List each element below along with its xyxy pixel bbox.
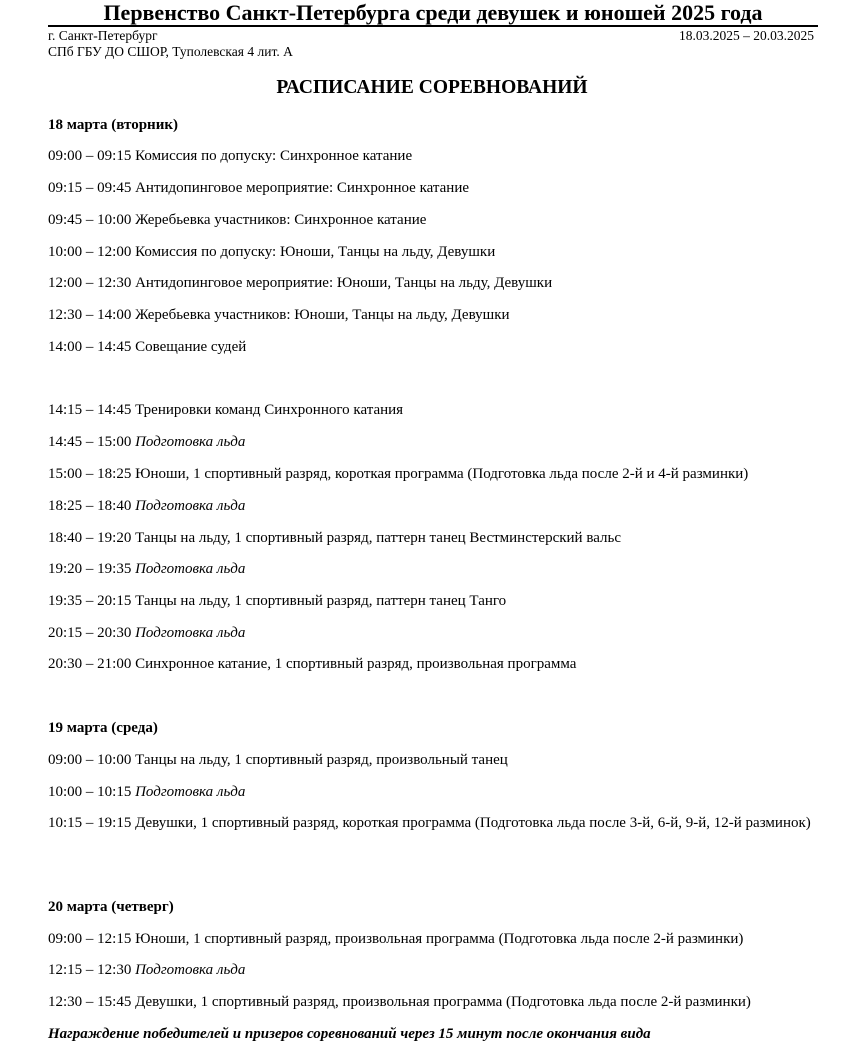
item-time: 14:45 – 15:00: [48, 434, 132, 450]
item-text: Комиссия по допуску: Юноши, Танцы на льду, Девушки: [135, 244, 496, 260]
schedule-item: [48, 623, 838, 643]
schedule-item: [48, 242, 838, 262]
item-time: 09:00 – 12:15: [48, 931, 132, 947]
item-text: Подготовка льда: [135, 784, 246, 800]
item-time: 10:00 – 12:00: [48, 244, 132, 260]
schedule-item: [48, 992, 838, 1012]
schedule-item: [48, 400, 838, 420]
item-time: 12:00 – 12:30: [48, 275, 132, 291]
schedule-item: [48, 432, 838, 452]
schedule-item: [48, 559, 838, 579]
item-time: 14:15 – 14:45: [48, 402, 132, 418]
item-text: Танцы на льду, 1 спортивный разряд, паттерн танец Танго: [135, 593, 507, 609]
item-text: Подготовка льда: [135, 962, 246, 978]
schedule-item: [48, 178, 838, 198]
item-text: Комиссия по допуску: Синхронное катание: [135, 148, 413, 164]
city-label: г. Санкт-Петербург: [48, 28, 158, 43]
item-time: 18:40 – 19:20: [48, 530, 132, 546]
item-time: 12:15 – 12:30: [48, 962, 132, 978]
schedule-item: [48, 496, 838, 516]
item-time: 19:35 – 20:15: [48, 593, 132, 609]
schedule-item: [48, 750, 838, 770]
item-time: 10:15 – 19:15: [48, 815, 132, 831]
day-heading: 19 марта (среда): [48, 720, 158, 736]
item-time: 20:30 – 21:00: [48, 656, 132, 672]
awards-note: Награждение победителей и призеров соревнований через 15 минут после окончания вида: [48, 1026, 651, 1042]
item-time: 18:25 – 18:40: [48, 498, 132, 514]
item-text: Подготовка льда: [135, 434, 246, 450]
document-title: РАСПИСАНИЕ СОРЕВНОВАНИЙ: [276, 77, 588, 98]
venue-label: СПб ГБУ ДО СШОР, Туполевская 4 лит. А: [48, 44, 293, 59]
item-text: Подготовка льда: [135, 498, 246, 514]
competition-title: Первенство Санкт-Петербурга среди девушек и юношей 2025 года: [103, 0, 763, 25]
item-text: Подготовка льда: [135, 561, 246, 577]
item-text: Синхронное катание, 1 спортивный разряд, произвольная программа: [135, 656, 577, 672]
schedule-item: [48, 929, 838, 949]
item-text: Подготовка льда: [135, 625, 246, 641]
item-time: 15:00 – 18:25: [48, 466, 132, 482]
day-heading: 18 марта (вторник): [48, 117, 178, 133]
item-time: 19:20 – 19:35: [48, 561, 132, 577]
schedule-item: [48, 146, 838, 166]
schedule-item: [48, 337, 838, 357]
item-text: Юноши, 1 спортивный разряд, произвольная программа (Подготовка льда после 2-й разминки): [135, 931, 744, 947]
item-text: Антидопинговое мероприятие: Юноши, Танцы на льду, Девушки: [135, 275, 553, 291]
item-time: 09:45 – 10:00: [48, 212, 132, 228]
item-time: 09:15 – 09:45: [48, 180, 132, 196]
item-text: Танцы на льду, 1 спортивный разряд, произвольный танец: [135, 752, 508, 768]
item-text: Антидопинговое мероприятие: Синхронное катание: [135, 180, 470, 196]
item-text: Танцы на льду, 1 спортивный разряд, паттерн танец Вестминстерский вальс: [135, 530, 621, 546]
header-divider: [48, 25, 818, 27]
schedule-item: [48, 591, 838, 611]
item-time: 10:00 – 10:15: [48, 784, 132, 800]
item-time: 14:00 – 14:45: [48, 339, 132, 355]
item-text: Девушки, 1 спортивный разряд, короткая программа (Подготовка льда после 3-й, 6-й, 9-й, 12-й разминок): [135, 815, 811, 831]
schedule-item: [48, 654, 838, 674]
item-text: Жеребьевка участников: Юноши, Танцы на льду, Девушки: [135, 307, 510, 323]
item-time: 09:00 – 10:00: [48, 752, 132, 768]
schedule-item: [48, 464, 838, 484]
schedule-item: [48, 960, 838, 980]
item-text: Тренировки команд Синхронного катания: [135, 402, 404, 418]
item-text: Девушки, 1 спортивный разряд, произвольная программа (Подготовка льда после 2-й разминки): [135, 994, 751, 1010]
item-time: 20:15 – 20:30: [48, 625, 132, 641]
schedule-item: [48, 273, 838, 293]
schedule-item: [48, 210, 838, 230]
item-time: 12:30 – 14:00: [48, 307, 132, 323]
schedule-item: [48, 528, 838, 548]
item-time: 12:30 – 15:45: [48, 994, 132, 1010]
schedule-item: [48, 813, 818, 833]
date-range: 18.03.2025 – 20.03.2025: [679, 28, 814, 43]
day-heading: 20 марта (четверг): [48, 899, 174, 915]
item-text: Жеребьевка участников: Синхронное катание: [135, 212, 427, 228]
item-time: 09:00 – 09:15: [48, 148, 132, 164]
item-text: Юноши, 1 спортивный разряд, короткая программа (Подготовка льда после 2-й и 4-й разминки): [135, 466, 749, 482]
schedule-item: [48, 305, 838, 325]
item-text: Совещание судей: [135, 339, 247, 355]
schedule-item: [48, 782, 838, 802]
